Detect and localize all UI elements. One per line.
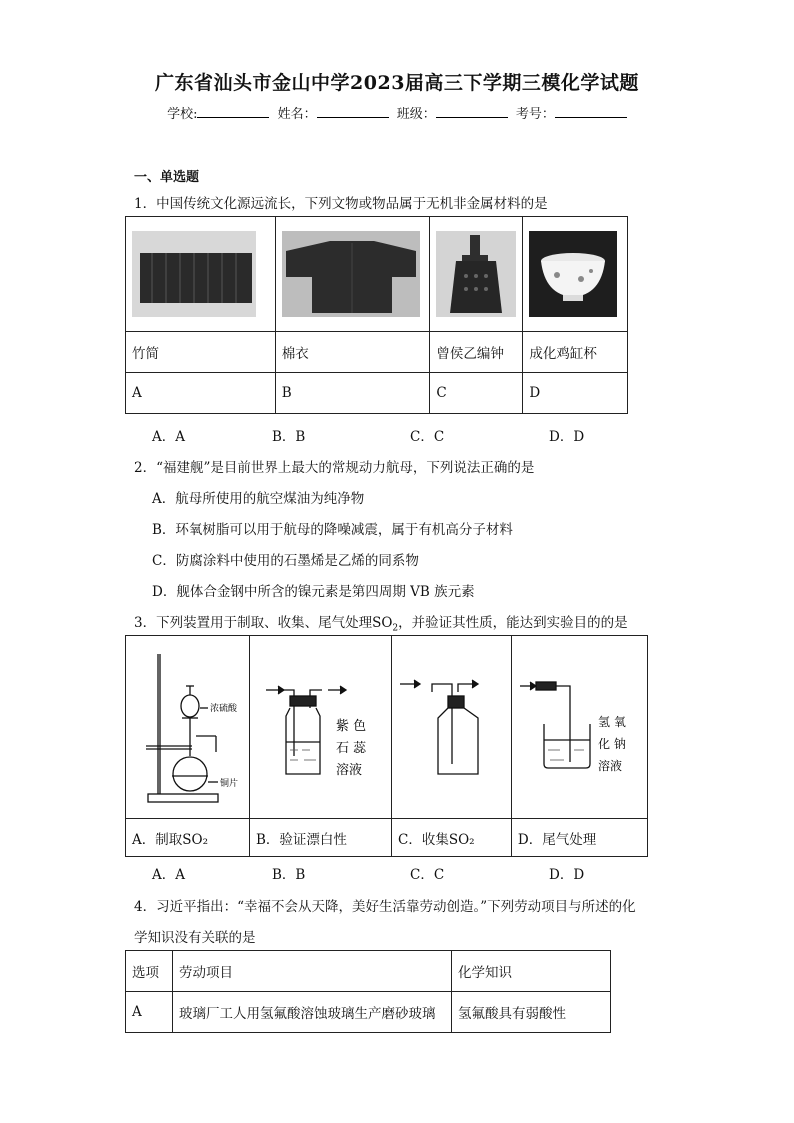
cup-image-cell [523,217,628,332]
litmus-label-3: 溶液 [335,763,362,778]
chicken-cup-image [529,231,617,317]
q1-option-b[interactable]: B．B [272,429,306,445]
student-info-line [0,103,794,122]
item-a-letter: A [126,373,276,414]
question-3-table [125,635,648,857]
item-d-name: 成化鸡缸杯 [523,332,628,373]
apparatus-a-cell [126,636,250,819]
question-1-table [125,216,628,414]
name-blank[interactable] [317,105,389,118]
question-2-stem: 2．“福建舰”是目前世界上最大的常规动力航母，下列说法正确的是 [134,460,535,476]
q1-option-c[interactable]: C．C [410,429,445,445]
question-4-table [125,950,611,1033]
q2-option-d[interactable]: D．舰体合金钢中所含的镍元素是第四周期 VB 族元素 [152,584,475,600]
apparatus-a-diagram [126,636,248,814]
q2-option-c[interactable]: C．防腐涂料中使用的石墨烯是乙烯的同系物 [152,553,419,569]
exam-no-label: 考号： [515,107,555,122]
naoh-label-3: 溶液 [597,759,622,773]
class-blank[interactable] [436,105,508,118]
apparatus-b-diagram [250,636,390,814]
row-a-option: A [126,992,173,1033]
naoh-label-1: 氢 氧 [597,715,626,729]
item-a-name: 竹简 [126,332,276,373]
q1-option-d[interactable]: D．D [549,429,585,445]
item-c-letter: C [430,373,523,414]
q1-option-a[interactable]: A．A [152,429,185,445]
row-a-chemistry: 氢氟酸具有弱酸性 [452,992,611,1033]
cotton-coat-image-cell [275,217,430,332]
naoh-label-2: 化 钠 [597,737,626,751]
item-b-letter: B [275,373,430,414]
litmus-label-2: 石 蕊 [335,741,367,756]
table-row [126,992,611,1033]
apparatus-d-cell [511,636,647,819]
apparatus-c-diagram [392,636,510,814]
acid-label: 浓硫酸 [210,704,238,714]
question-3-stem [134,611,628,634]
litmus-label-1: 紫 色 [335,719,367,734]
page-title: 广东省汕头市金山中学2023届高三下学期三模化学试题 [155,72,639,94]
bamboo-slip-image [132,231,256,317]
q2-option-a[interactable]: A．航母所使用的航空煤油为纯净物 [152,491,365,507]
q3-stem-part-a: 3．下列装置用于制取、收集、尾气处理SO [134,615,393,631]
school-label: 学校: [167,107,198,122]
caption-c: C．收集SO₂ [392,819,512,857]
school-blank[interactable] [197,105,269,118]
header-labor: 劳动项目 [173,951,452,992]
q3-stem-part-b: ，并验证其性质，能达到实验目的的是 [398,615,628,631]
caption-a: A．制取SO₂ [126,819,250,857]
q3-option-c[interactable]: C．C [410,867,445,883]
bronze-bell-image [436,231,516,317]
item-d-letter: D [523,373,628,414]
section-heading: 一、单选题 [134,170,200,185]
copper-label: 铜片 [220,779,239,789]
caption-b: B．验证漂白性 [249,819,391,857]
apparatus-c-cell [392,636,512,819]
name-label: 姓名： [277,107,317,122]
bell-image-cell [430,217,523,332]
item-b-name: 棉衣 [275,332,430,373]
q3-option-b[interactable]: B．B [272,867,306,883]
header-option: 选项 [126,951,173,992]
q3-stem-sub: 2 [392,623,399,634]
row-a-labor: 玻璃厂工人用氢氟酸溶蚀玻璃生产磨砂玻璃 [173,992,452,1033]
apparatus-b-cell [249,636,391,819]
q3-option-a[interactable]: A．A [152,867,185,883]
q2-option-b[interactable]: B．环氧树脂可以用于航母的降噪减震，属于有机高分子材料 [152,522,513,538]
exam-no-blank[interactable] [555,105,627,118]
question-4-stem-line1: 4．习近平指出：“幸福不会从天降，美好生活靠劳动创造。”下列劳动项目与所述的化 [134,899,636,915]
cotton-coat-image [282,231,420,317]
question-1-stem: 1．中国传统文化源远流长，下列文物或物品属于无机非金属材料的是 [134,196,548,212]
class-label: 班级： [396,107,436,122]
bamboo-slip-image-cell [126,217,276,332]
question-4-stem-line2: 学知识没有关联的是 [134,930,256,946]
item-c-name: 曾侯乙编钟 [430,332,523,373]
caption-d: D．尾气处理 [511,819,647,857]
q3-option-d[interactable]: D．D [549,867,585,883]
header-chemistry: 化学知识 [452,951,611,992]
apparatus-d-diagram [512,636,646,814]
